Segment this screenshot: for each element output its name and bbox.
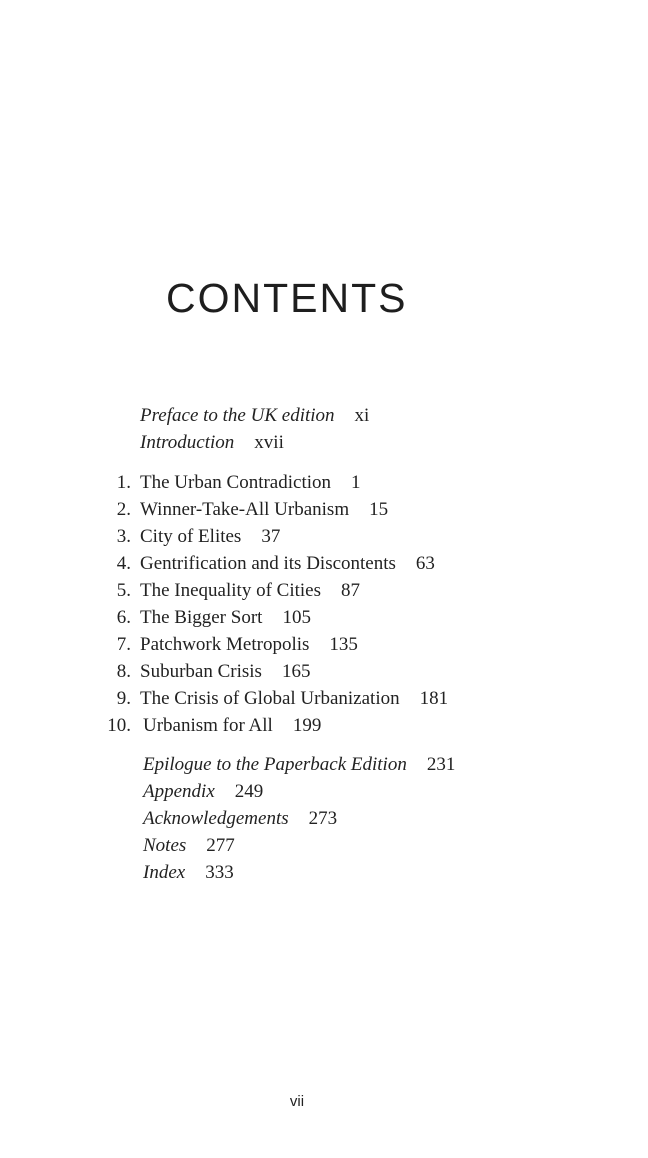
toc-entry-label: Introduction xyxy=(140,432,235,453)
chapter-page: 37 xyxy=(261,526,281,547)
toc-entry-label: Preface to the UK edition xyxy=(140,405,335,426)
chapter-number: 10. xyxy=(107,715,131,736)
toc-entry-page: xvii xyxy=(254,432,284,453)
toc-entry-notes xyxy=(143,833,235,859)
toc-chapter-3 xyxy=(0,524,648,550)
chapter-page: 165 xyxy=(281,661,311,682)
toc-entry-page: 249 xyxy=(234,781,264,802)
chapter-title: Winner-Take-All Urbanism xyxy=(140,499,350,520)
chapter-page: 87 xyxy=(340,580,360,601)
chapter-number: 2. xyxy=(116,499,131,520)
toc-chapter-10 xyxy=(0,713,648,739)
toc-entry-page: 231 xyxy=(426,754,456,775)
chapter-number: 5. xyxy=(116,580,131,601)
toc-entry-acknowledgements xyxy=(143,806,337,832)
toc-entry-label: Index xyxy=(143,862,186,883)
toc-entry-appendix xyxy=(143,779,263,805)
chapter-number: 7. xyxy=(116,634,131,655)
toc-entry-index xyxy=(143,860,234,886)
chapter-title: The Crisis of Global Urbanization xyxy=(140,688,400,709)
chapter-title: The Urban Contradiction xyxy=(140,472,332,493)
chapter-title: The Inequality of Cities xyxy=(140,580,321,601)
toc-entry-page: 273 xyxy=(308,808,338,829)
chapter-title: Suburban Crisis xyxy=(140,661,262,682)
chapter-title: City of Elites xyxy=(140,526,242,547)
toc-entry-page: 333 xyxy=(205,862,234,883)
toc-chapter-5 xyxy=(0,578,648,604)
chapter-number: 4. xyxy=(116,553,131,574)
chapter-title: Urbanism for All xyxy=(143,715,273,736)
chapter-page: 135 xyxy=(329,634,358,655)
chapter-page: 15 xyxy=(369,499,389,520)
chapter-title: The Bigger Sort xyxy=(140,607,263,628)
chapter-title: Patchwork Metropolis xyxy=(140,634,310,655)
toc-chapter-4 xyxy=(0,551,648,577)
chapter-number: 8. xyxy=(116,661,131,682)
toc-chapter-9 xyxy=(0,686,648,712)
chapter-page: 1 xyxy=(351,472,361,493)
toc-chapter-2 xyxy=(0,497,648,523)
chapter-number: 9. xyxy=(116,688,131,709)
contents-heading: CONTENTS xyxy=(166,275,408,321)
page-number: vii xyxy=(289,1093,305,1110)
toc-entry-label: Appendix xyxy=(143,781,215,802)
toc-chapter-1 xyxy=(0,470,648,496)
chapter-title: Gentrification and its Discontents xyxy=(140,553,396,574)
chapter-page: 63 xyxy=(415,553,435,574)
toc-entry-introduction xyxy=(140,430,284,456)
chapter-page: 105 xyxy=(282,607,311,628)
toc-entry-epilogue xyxy=(143,752,455,778)
toc-entry-label: Acknowledgements xyxy=(143,808,289,829)
chapter-page: 199 xyxy=(292,715,322,736)
toc-chapter-7 xyxy=(0,632,648,658)
chapter-number: 3. xyxy=(116,526,131,547)
toc-entry-label: Notes xyxy=(143,835,187,856)
toc-chapter-8 xyxy=(0,659,648,685)
chapter-page: 181 xyxy=(419,688,449,709)
toc-entry-label: Epilogue to the Paperback Edition xyxy=(143,754,407,775)
chapter-number: 1. xyxy=(116,472,131,493)
toc-entry-page: xi xyxy=(354,405,370,426)
toc-chapter-6 xyxy=(0,605,648,631)
chapter-number: 6. xyxy=(116,607,131,628)
toc-entry-preface xyxy=(140,403,369,429)
toc-entry-page: 277 xyxy=(206,835,235,856)
